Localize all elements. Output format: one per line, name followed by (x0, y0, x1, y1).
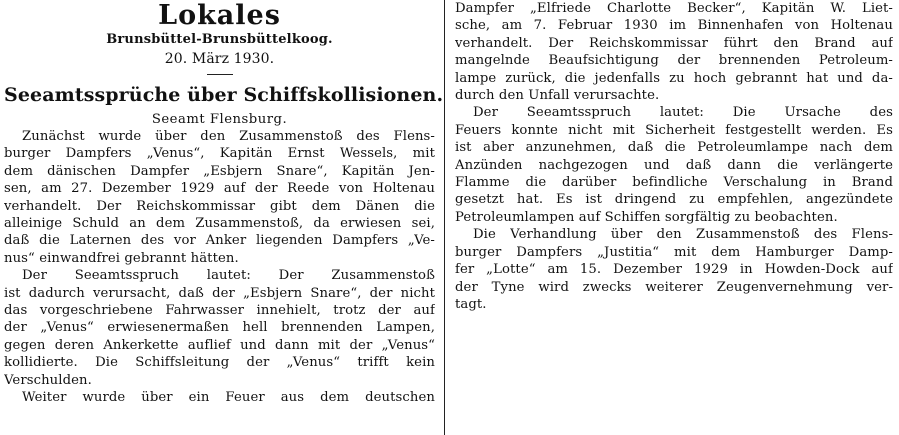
body-line: Petroleumlampen auf Schiffen sorgfältig zu beobachten. (455, 209, 838, 225)
body-line: Dampfer „Elfriede Charlotte Becker“, Kapitän W. Liet- (455, 1, 893, 16)
body-line: Feuers konnte nicht mit Sicherheit festgestellt werden. Es (455, 122, 893, 138)
body-line: das vorgeschriebene Fahrwasser innehielt, trotz der auf (4, 303, 435, 319)
body-line: verhandelt. Der Reichskommissar gibt dem Dänen die (4, 198, 435, 214)
body-line: gesetzt hat. Es ist dringend zu empfehlen, angezündete (455, 192, 893, 208)
article-headline: Seeamtssprüche über Schiffskollisionen. (4, 84, 444, 106)
body-line: Flamme die darüber befindliche Verschalung in Brand (455, 175, 893, 191)
section-title: Lokales (158, 0, 281, 31)
body-line: der „Venus“ erwiesenermaßen hell brennenden Lampen, (4, 320, 435, 336)
body-line: der Tyne wird zwecks weiterer Zeugenvernehmung ver- (455, 279, 893, 295)
body-line: verhandelt. Der Reichskommissar führt den Brand auf (455, 35, 893, 51)
body-line: ist dadurch verursacht, daß der „Esbjern Snare“, der nicht (4, 285, 435, 301)
body-line: daß die Laternen des vor Anker liegenden Dampfers „Ve- (4, 233, 435, 249)
body-line: sche, am 7. Februar 1930 im Binnenhafen von Holtenau (455, 18, 893, 34)
dateline: 20. März 1930. (164, 51, 275, 67)
body-line: gegen deren Ankerkette auflief und dann mit der „Venus“ (4, 337, 435, 353)
body-line: Zunächst wurde über den Zusammenstoß des Flens- (22, 129, 435, 144)
right-column (455, 0, 893, 313)
body-line: mangelnde Beaufsichtigung der brennenden Petroleum- (455, 53, 893, 69)
column-divider (444, 0, 445, 435)
body-line: nus“ einwandfrei gebrannt hätten. (4, 250, 239, 266)
body-line: ist aber anzunehmen, daß die Petroleumlampe nach dem (455, 140, 893, 156)
body-line: sen, am 27. Dezember 1929 auf der Reede von Holtenau (4, 181, 435, 197)
body-line: lampe zurück, die jedenfalls zu hoch gebrannt hat und da- (455, 70, 893, 86)
body-line: burger Dampfers „Venus“, Kapitän Ernst Wessels, mit (4, 146, 435, 162)
body-line: Verschulden. (4, 372, 92, 388)
section-rule (207, 74, 233, 75)
body-line: tagt. (455, 296, 487, 312)
court-name: Seeamt Flensburg. (151, 112, 288, 127)
body-line: kollidierte. Die Schiffsleitung der „Venus“ trifft kein (4, 355, 435, 371)
body-line: Der Seeamtsspruch lautet: Die Ursache des (473, 105, 893, 121)
body-line: dem dänischen Dampfer „Esbjern Snare“, Kapitän Jen- (4, 163, 435, 179)
body-line: fer „Lotte“ am 15. Dezember 1929 in Howden-Dock auf (455, 262, 893, 278)
body-line: Der Seeamtsspruch lautet: Der Zusammenstoß (22, 268, 435, 284)
body-line: burger Dampfers „Justitia“ mit dem Hamburger Damp- (455, 244, 893, 260)
body-line: Anzünden nachgezogen und daß dann die verlängerte (455, 157, 893, 173)
body-line: Weiter wurde über ein Feuer aus dem deutschen (22, 390, 435, 406)
body-line: durch den Unfall verursachte. (455, 88, 660, 104)
section-subtitle: Brunsbüttel-Brunsbüttelkoog. (106, 32, 333, 47)
body-line: Die Verhandlung über den Zusammenstoß des Flens- (473, 227, 893, 243)
body-line: alleinige Schuld an dem Zusammenstoß, da erwiesen sei, (4, 216, 435, 232)
left-column (4, 0, 444, 407)
